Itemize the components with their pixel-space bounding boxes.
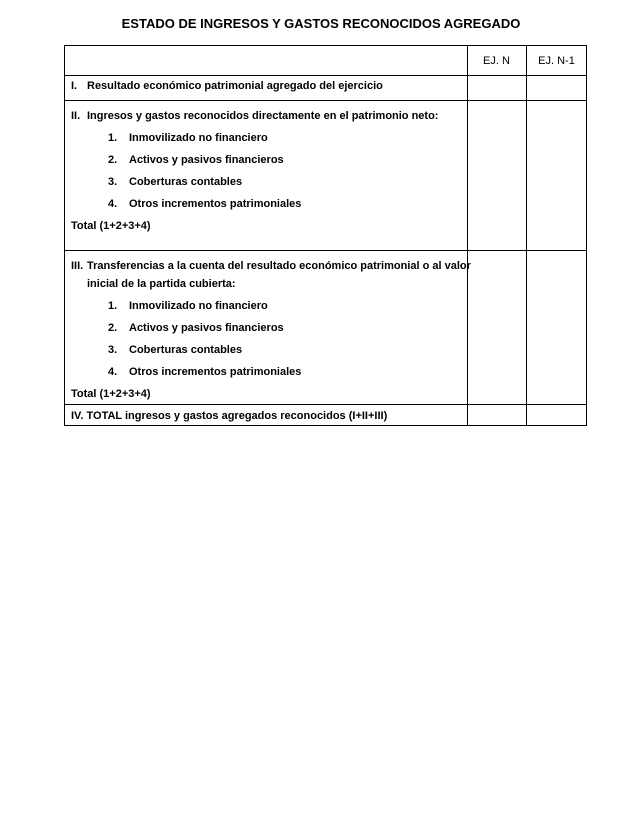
section-iii-number: III. — [71, 260, 84, 272]
row-divider — [65, 75, 586, 76]
section-ii-label: Ingresos y gastos reconocidos directamente en el patrimonio neto: — [87, 110, 439, 122]
section-iii-item-label: Coberturas contables — [129, 344, 243, 356]
column-divider — [467, 46, 468, 425]
section-iii-item-number: 1. — [108, 300, 118, 312]
section-ii-item-number: 1. — [108, 132, 118, 144]
section-iii-item-number: 4. — [108, 366, 118, 378]
section-iii-item-number: 3. — [108, 344, 118, 356]
section-iii-item-label: Otros incrementos patrimoniales — [129, 366, 302, 378]
section-ii-item-label: Coberturas contables — [129, 176, 243, 188]
section-iii-item-label: Activos y pasivos financieros — [129, 322, 284, 334]
section-ii-item-label: Inmovilizado no financiero — [129, 132, 268, 144]
section-i-label: Resultado económico patrimonial agregado del ejercicio — [87, 80, 383, 92]
column-divider — [526, 46, 527, 425]
row-divider — [65, 100, 586, 101]
section-iii-label-line1: Transferencias a la cuenta del resultado económico patrimonial o al valor — [87, 260, 471, 272]
page-title: ESTADO DE INGRESOS Y GASTOS RECONOCIDOS AGREGADO — [121, 16, 521, 31]
section-ii-total: Total (1+2+3+4) — [71, 220, 151, 232]
section-i-number: I. — [71, 80, 78, 92]
section-ii-item-number: 2. — [108, 154, 118, 166]
statement-table — [64, 45, 587, 426]
row-divider — [65, 250, 586, 251]
column-header-ej-n: EJ. N — [483, 55, 510, 67]
section-iii-label-line2: inicial de la partida cubierta: — [87, 278, 236, 290]
section-ii-item-label: Otros incrementos patrimoniales — [129, 198, 302, 210]
row-divider — [65, 404, 586, 405]
section-ii-item-label: Activos y pasivos financieros — [129, 154, 284, 166]
section-ii-item-number: 4. — [108, 198, 118, 210]
section-iii-item-number: 2. — [108, 322, 118, 334]
section-iii-total: Total (1+2+3+4) — [71, 388, 151, 400]
section-ii-number: II. — [71, 110, 81, 122]
column-header-ej-n-1: EJ. N-1 — [538, 55, 575, 67]
section-ii-item-number: 3. — [108, 176, 118, 188]
section-iv-label: IV. TOTAL ingresos y gastos agregados reconocidos (I+II+III) — [71, 410, 388, 422]
section-iii-item-label: Inmovilizado no financiero — [129, 300, 268, 312]
